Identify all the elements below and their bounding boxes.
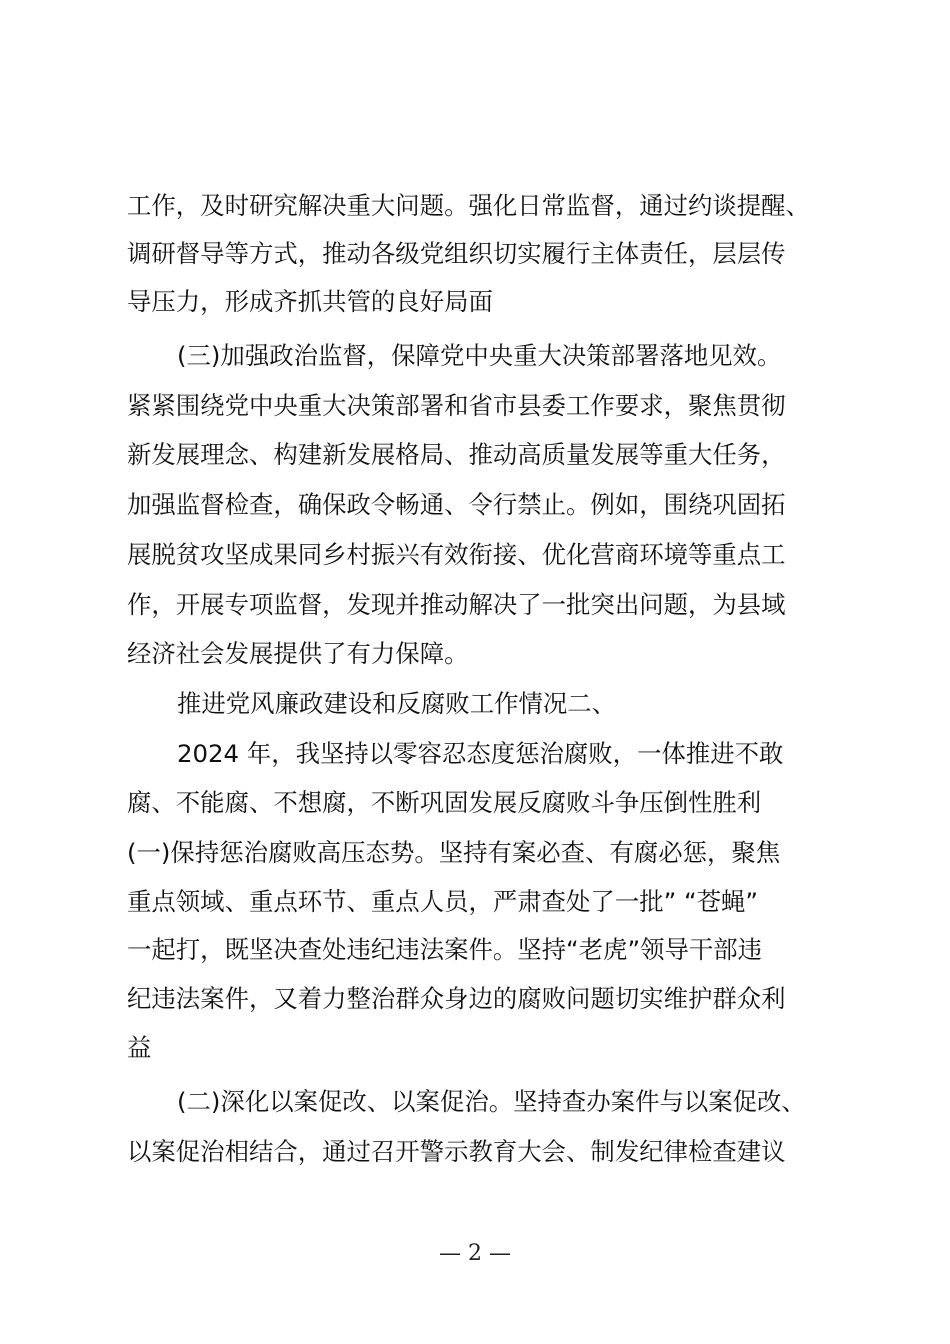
section-heading: 推进党风廉政建设和反腐败工作情况二、 [177,689,617,718]
section-heading: (二)深化以案促改、以案促治。坚持查办案件与以案促改、 [177,1087,806,1116]
section-heading: (三)加强政治监督，保障党中央重大决策部署落地见效。 [177,341,782,370]
text-line: 紧紧围绕党中央重大决策部署和省市县委工作要求，聚焦贯彻 [127,391,786,420]
text-line: 作，开展专项监督，发现并推动解决了一批突出问题，为县域 [127,590,786,619]
text-line: 导压力，形成齐抓共管的良好局面 [127,287,493,316]
text-line: (一)保持惩治腐败高压态势。坚持有案必查、有腐必惩，聚焦 [127,838,781,867]
text-line: 加强监督检查，确保政令畅通、令行禁止。例如，围绕巩固拓 [127,490,786,519]
text-line: 经济社会发展提供了有力保障。 [127,639,469,668]
text-line: 以案促治相结合，通过召开警示教育大会、制发纪律检查建议 [127,1137,786,1166]
text-line: 调研督导等方式，推动各级党组织切实履行主体责任，层层传 [127,239,786,268]
text-line: 新发展理念、构建新发展格局、推动高质量发展等重大任务， [127,440,786,469]
page-number: — 2 — [439,1241,511,1266]
text-line: 一起打，既坚决查处违纪违法案件。坚持“老虎”领导干部违 [127,935,763,964]
text-line: 展脱贫攻坚成果同乡村振兴有效衔接、优化营商环境等重点工 [127,540,786,569]
text-line: 益 [127,1033,152,1062]
text-line: 2024 年，我坚持以零容忍态度惩治腐败，一体推进不敢 [177,739,784,768]
text-line: 腐、不能腐、不想腐，不断巩固发展反腐败斗争压倒性胜利 [127,788,762,817]
text-line: 工作，及时研究解决重大问题。强化日常监督，通过约谈提醒、 [127,191,810,220]
text-line: 纪违法案件，又着力整治群众身边的腐败问题切实维护群众利 [127,984,786,1013]
text-line: 重点领域、重点环节、重点人员，严肃查处了一批” “苍蝇” [127,887,759,916]
